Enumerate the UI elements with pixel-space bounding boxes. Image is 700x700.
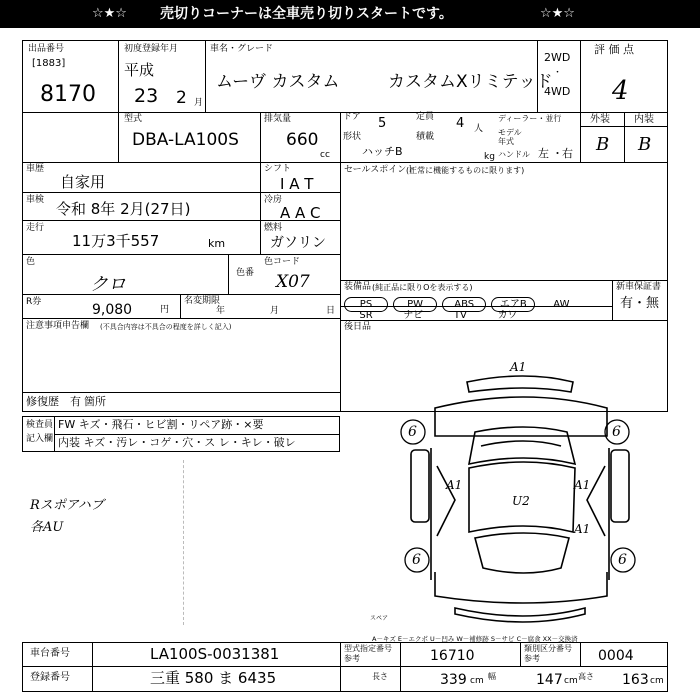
handle-right: 右 [562,147,573,160]
length-label: 長さ [372,672,388,681]
equip-aw: AW [553,299,570,310]
lot-number: 8170 [40,82,96,107]
mileage-unit: km [208,237,226,250]
damage-roof: U2 [512,494,530,508]
width-value: 147 [536,672,563,688]
lot-code: [1883] [32,58,66,69]
first-reg-month: 2 [176,88,187,108]
sales-point-sub: (正常に機能するものに限ります) [406,166,525,175]
name-change-label: 名変期限 [184,296,221,306]
recycle-value: 9,080 [92,302,133,318]
fuel-label: 燃料 [264,223,283,233]
car-name: ムーヴ カスタム [216,72,340,92]
displacement-unit: cc [320,150,330,160]
inspector-row-1: FW キズ・飛石・ヒビ割・リペア跡・×要 [58,418,264,431]
damage-legend: A－キズ E－エクボ U－凹み W－補修跡 S－サビ C－腐食 XX－交換済 [372,635,578,643]
class-no-label: 類別区分番号 [524,644,572,653]
load-unit: kg [484,152,495,162]
model-year-label: モデル [498,128,522,137]
equip-navi: ナビ [403,310,424,321]
tyre-front-right: 6 [612,424,621,440]
first-reg-month-unit: 月 [194,98,204,108]
after-market-label: 後日品 [344,322,372,332]
capacity-value: 4 [456,116,465,131]
ac-value: A A C [280,204,321,222]
type-no-label: 型式指定番号 [344,644,392,653]
usage-label: 車歴 [26,164,45,174]
first-reg-label: 初度登録年月 [124,44,179,54]
color-code-label: 色コード [264,257,301,267]
tyre-front-left: 6 [408,424,417,440]
handwritten-note-1: Rスポアハブ [30,498,104,513]
car-name-label: 車名・グレード [210,44,274,54]
equipment-row-2 [344,306,610,321]
width-label: 幅 [488,672,496,681]
displacement-value: 660 [286,130,319,150]
doors-value: 5 [378,116,387,131]
drive-2wd: 2WD [544,51,571,64]
height-label: 高さ [578,672,594,681]
damage-right-2: A1 [574,522,591,536]
shift-label: シフト [264,164,292,174]
interior-score: B [638,134,652,155]
notes-label: 注意事項申告欄 [26,321,90,331]
inspection-value: 令和 8年 2月(27日) [56,200,191,218]
fuel-value: ガソリン [270,235,326,251]
plate-value: 三重 580 ま 6435 [150,669,277,687]
model-label: 型式 [124,114,143,124]
exterior-label: 外装 [590,114,610,125]
banner-stars-right: ☆★☆ [540,6,575,21]
equipment-label: 装備品 [344,282,372,292]
load-label: 積載 [416,132,435,142]
banner-stars-left: ☆★☆ [92,6,127,21]
dealer-label: ディーラー・並行 [498,114,562,123]
sales-point-label: セールスポイント [344,165,416,175]
mileage-value: 11万3千557 [72,232,160,250]
usage-value: 自家用 [60,173,106,191]
capacity-unit: 人 [474,124,484,134]
top-banner [0,0,700,28]
equip-sr: SR [359,310,373,321]
handle-left: 左 [538,147,549,160]
damage-top: A1 [510,360,527,374]
banner-text: 売切りコーナーは全車売り切りスタートです。 [160,6,453,22]
handle-label: ハンドル [498,150,530,159]
inspection-label: 車検 [26,195,45,205]
height-value: 163 [622,672,649,688]
ac-label: 冷房 [264,195,283,205]
inspector-label: 検査員 [26,420,54,430]
inspector-row-2: 内装 キズ・汚レ・コゲ・穴・ス レ・キレ・破レ [58,436,296,449]
equip-tv: TV [453,310,467,321]
color-code: X07 [276,272,310,292]
tyre-rear-right: 6 [618,552,627,568]
handwritten-note-2: 各AU [30,520,64,535]
shape-value: ハッチB [362,145,403,158]
color-value: クロ [90,274,126,295]
chassis-label: 車台番号 [30,648,70,659]
interior-label: 内装 [634,114,654,125]
repair-value: 有 [70,395,81,408]
equip-leather: カワ [497,310,518,321]
model-value: DBA-LA100S [132,130,239,150]
notes-sub: (不具合内容は不具合の程度を詳しく記入) [100,323,232,331]
color-num-label: 色番 [236,268,255,278]
car-grade: カスタムXリミテッド [388,72,553,92]
class-no-value: 0004 [598,648,634,664]
plate-label: 登録番号 [30,672,70,683]
shape-label: 形状 [343,132,362,142]
mileage-label: 走行 [26,223,45,233]
damage-right-1: A1 [574,478,591,492]
type-no-value: 16710 [430,648,475,664]
capacity-label: 定員 [416,112,435,122]
color-label: 色 [26,257,36,267]
equip-pw: PW [393,297,437,312]
doors-label: ドア [343,112,361,122]
repair-unit: 箇所 [84,395,106,408]
chassis-value: LA100S-0031381 [150,645,280,663]
first-reg-era: 平成 [124,61,155,79]
exterior-score: B [596,134,610,155]
warranty-value: 有・無 [620,296,660,311]
score-label: 評 価 点 [594,43,634,56]
displacement-label: 排気量 [264,114,292,124]
equip-airbag: エアB [491,297,535,312]
length-value: 339 [440,672,467,688]
shift-value: I A T [280,175,314,193]
warranty-label: 新車保証書 [616,282,662,292]
recycle-unit: 円 [160,305,170,315]
damage-left: A1 [446,478,463,492]
lot-label: 出品番号 [28,44,65,54]
score-value: 4 [612,76,629,106]
equip-ps: PS [344,297,388,312]
equip-abs: ABS [442,297,486,312]
spare-label: スペア [370,615,389,622]
tyre-rear-left: 6 [412,552,421,568]
recycle-label: R券 [26,297,42,307]
first-reg-year: 23 [134,85,159,107]
equipment-sub: (純正品に限りOを表示する) [372,283,473,292]
repair-label: 修復歴 [26,395,59,408]
drive-4wd: 4WD [544,85,571,98]
